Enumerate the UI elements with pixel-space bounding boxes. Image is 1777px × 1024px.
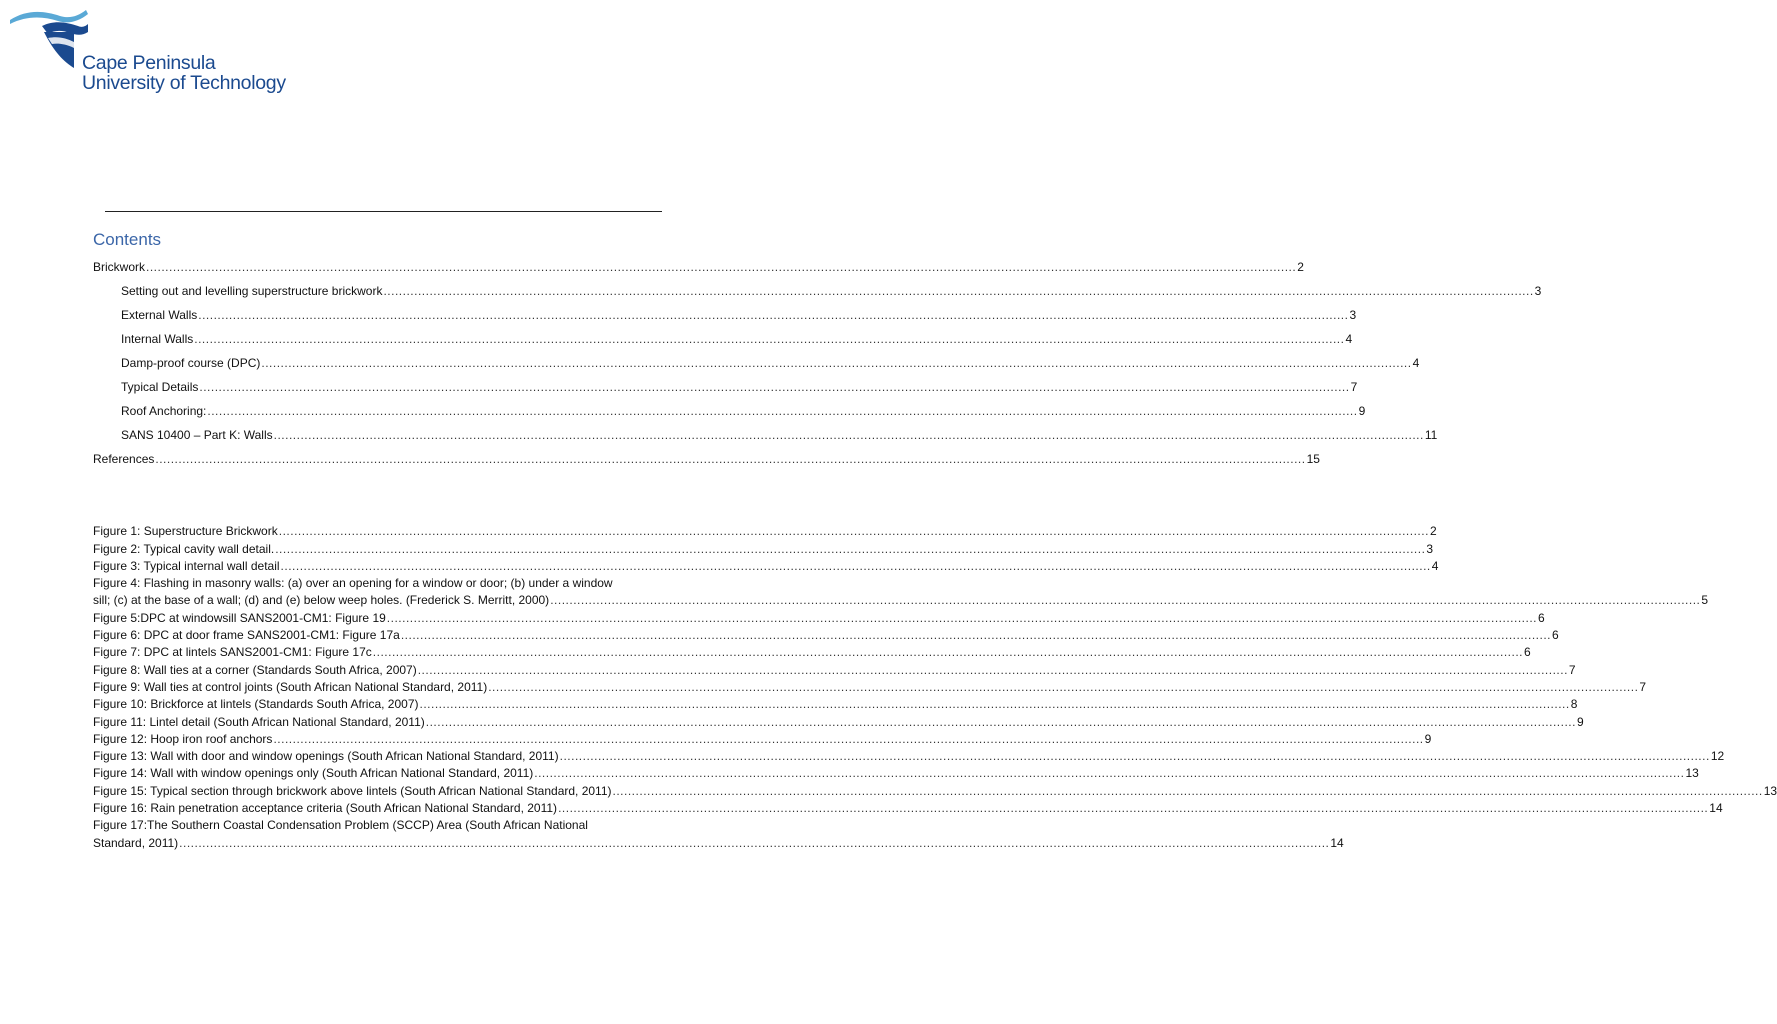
toc-entry-page: 15 [1306,452,1320,466]
toc-entry-title: SANS 10400 – Part K: Walls [121,428,273,442]
figure-entry-title: Figure 15: Typical section through brickwork above lintels (South African National Standard, 2011) [93,783,612,798]
figure-entry[interactable] [93,607,1545,625]
table-of-contents [93,250,1542,466]
figure-entry[interactable] [93,711,1584,729]
toc-entry[interactable] [93,346,1420,370]
dot-leader: ............................................................................................................................................................................................................................................................................................................ [558,801,1709,816]
figure-entry-title: Standard, 2011) [93,835,179,850]
toc-entry-page: 4 [1412,356,1420,370]
dot-leader: ............................................................................................................................................................................................................................................................................................................ [534,766,1685,781]
figure-entry[interactable] [93,746,1725,764]
figure-entry[interactable] [93,521,1437,539]
figure-entry-page: 14 [1330,835,1344,850]
list-of-figures [93,521,1777,850]
dot-leader: ............................................................................................................................................................................................................................................................................................................ [199,380,1350,394]
toc-entry-page: 4 [1345,332,1353,346]
dot-leader: ............................................................................................................................................................................................................................................................................................................ [194,332,1345,346]
toc-entry-page: 2 [1297,260,1304,274]
figure-entry-page: 7 [1639,679,1647,694]
figure-entry-page: 4 [1431,558,1439,573]
dot-leader: ............................................................................................................................................................................................................................................................................................................ [417,662,1568,677]
dot-leader: ............................................................................................................................................................................................................................................................................................................ [273,731,1424,746]
contents-heading: Contents [93,230,162,249]
figure-entry-page: 13 [1763,783,1777,798]
toc-entry-page: 9 [1358,404,1366,418]
toc-entry-title: Brickwork [93,260,146,274]
figure-entry[interactable] [93,590,1709,608]
toc-entry[interactable] [93,274,1542,298]
figure-entry-title: Figure 2: Typical cavity wall detail. [93,541,275,556]
figure-entry-page: 7 [1568,662,1576,677]
figure-entry-page: 9 [1424,731,1432,746]
dot-leader: ............................................................................................................................................................................................................................................................................................................ [559,749,1710,764]
dot-leader: ............................................................................................................................................................................................................................................................................................................ [179,835,1330,850]
figure-entry[interactable] [93,694,1578,712]
figure-entry-title: Figure 3: Typical internal wall detail [93,558,280,573]
figure-entry[interactable] [93,677,1647,694]
dot-leader: ............................................................................................................................................................................................................................................................................................................ [278,524,1429,539]
figure-entry[interactable] [93,763,1699,781]
toc-entry-title: Typical Details [121,380,199,394]
dot-leader: ............................................................................................................................................................................................................................................................................................................ [488,679,1639,694]
dot-leader: ............................................................................................................................................................................................................................................................................................................ [383,284,1534,298]
toc-entry[interactable] [93,442,1320,466]
dot-leader: ............................................................................................................................................................................................................................................................................................................ [372,645,1523,660]
toc-entry-title: Damp-proof course (DPC) [121,356,261,370]
toc-entry-title: References [93,452,155,466]
dot-leader: ............................................................................................................................................................................................................................................................................................................ [146,260,1297,274]
figure-entry-title: Figure 6: DPC at door frame SANS2001-CM1: Figure 17a [93,628,400,643]
university-logo [8,6,308,96]
figure-entry[interactable] [93,625,1559,643]
figure-entry-page: 13 [1685,766,1699,781]
toc-entry[interactable] [93,418,1438,442]
toc-entry-page: 3 [1349,308,1357,322]
figure-entry-title: Figure 12: Hoop iron roof anchors [93,731,273,746]
figure-entry-page: 8 [1570,697,1578,712]
figure-entry-title: Figure 1: Superstructure Brickwork [93,524,278,539]
figure-entry-title: Figure 5:DPC at windowsill SANS2001-CM1: Figure 19 [93,610,386,625]
figure-entry[interactable] [93,642,1531,660]
figure-entry-page: 6 [1524,645,1531,660]
logo-line-2: University of Technology [82,72,286,94]
figure-entry-line[interactable]: Figure 17:The Southern Coastal Condensation Problem (SCCP) Area (South African National [93,818,588,833]
toc-entry-title: Internal Walls [121,332,194,346]
figure-entry[interactable] [93,659,1576,677]
figure-entry-page: 6 [1538,610,1545,625]
figure-entry[interactable] [93,538,1434,556]
toc-entry-title: Setting out and levelling superstructure brickwork [121,284,383,298]
logo-text [82,53,286,93]
figure-entry-title: Figure 11: Lintel detail (South African National Standard, 2011) [93,714,425,729]
logo-line-1: Cape Peninsula [82,52,216,74]
dot-leader: ............................................................................................................................................................................................................................................................................................................ [386,610,1537,625]
toc-entry-page: 11 [1424,428,1438,442]
toc-entry[interactable] [93,370,1358,394]
dot-leader: ............................................................................................................................................................................................................................................................................................................ [207,404,1358,418]
figure-entry-page: 2 [1429,524,1437,539]
toc-entry[interactable] [93,250,1304,274]
figure-entry-title: Figure 9: Wall ties at control joints (South African National Standard, 2011) [93,679,488,694]
figure-entry-page: 3 [1426,541,1434,556]
figure-entry-page: 6 [1552,628,1559,643]
figure-entry[interactable] [93,798,1723,816]
toc-entry-title: External Walls [121,308,198,322]
dot-leader: ............................................................................................................................................................................................................................................................................................................ [198,308,1349,322]
figure-entry-page: 14 [1709,801,1723,816]
figure-entry[interactable] [93,780,1777,798]
figure-entry-page: 12 [1710,749,1725,764]
figure-entry-title: Figure 8: Wall ties at a corner (Standards South Africa, 2007) [93,662,417,677]
dot-leader: ............................................................................................................................................................................................................................................................................................................ [273,428,1424,442]
toc-entry[interactable] [93,322,1353,346]
figure-entry[interactable] [93,556,1439,573]
toc-entry[interactable] [93,394,1366,418]
dot-leader: ............................................................................................................................................................................................................................................................................................................ [155,452,1306,466]
dot-leader: ............................................................................................................................................................................................................................................................................................................ [419,697,1570,712]
figure-entry-page: 9 [1576,714,1584,729]
dot-leader: ............................................................................................................................................................................................................................................................................................................ [400,628,1552,643]
figure-entry[interactable] [93,729,1432,746]
figure-entry-title: sill; (c) at the base of a wall; (d) and (e) below weep holes. (Frederick S. Merritt, 2000) [93,593,550,608]
toc-entry-page: 3 [1534,284,1542,298]
dot-leader: ............................................................................................................................................................................................................................................................................................................ [261,356,1412,370]
dot-leader: ............................................................................................................................................................................................................................................................................................................ [550,593,1701,608]
figure-entry-title: Figure 14: Wall with window openings only (South African National Standard, 2011) [93,766,534,781]
dot-leader: ............................................................................................................................................................................................................................................................................................................ [280,558,1431,573]
dot-leader: ............................................................................................................................................................................................................................................................................................................ [275,541,1426,556]
toc-entry-page: 7 [1350,380,1358,394]
figure-entry-title: Figure 16: Rain penetration acceptance criteria (South African National Standard, 2011) [93,801,558,816]
divider-line [105,211,662,212]
dot-leader: ............................................................................................................................................................................................................................................................................................................ [425,714,1576,729]
figure-entry-title: Figure 13: Wall with door and window openings (South African National Standard, 2011) [93,749,559,764]
figure-entry-title: Figure 10: Brickforce at lintels (Standards South Africa, 2007) [93,697,419,712]
figure-entry[interactable] [93,832,1344,850]
dot-leader: ............................................................................................................................................................................................................................................................................................................ [612,783,1763,798]
figure-entry-line[interactable]: Figure 4: Flashing in masonry walls: (a) over an opening for a window or door; (b) under a window [93,576,613,591]
figure-entry-page: 5 [1701,593,1709,608]
toc-entry[interactable] [93,298,1357,322]
figure-entry-title: Figure 7: DPC at lintels SANS2001-CM1: Figure 17c [93,645,372,660]
toc-entry-title: Roof Anchoring: [121,404,207,418]
